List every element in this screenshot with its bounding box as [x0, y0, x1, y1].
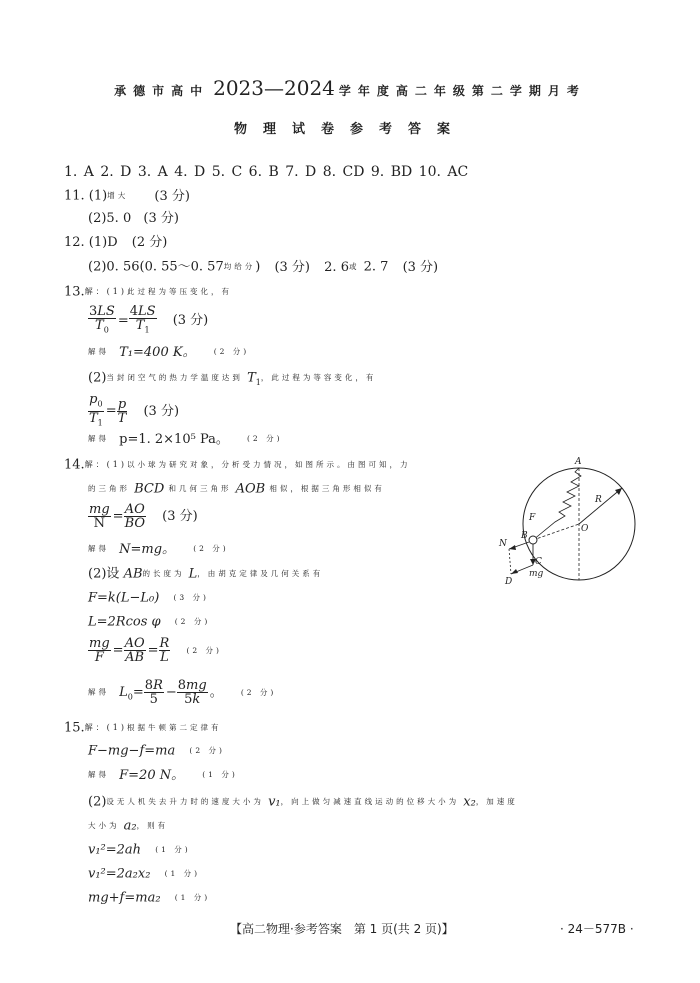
- q14-eq3: L=2Rcos φ (2 分): [88, 614, 211, 630]
- q13-result2: 解得 p=1. 2×10⁵ Pa。 (2 分): [88, 431, 283, 447]
- q15-eq1: F−mg−f=ma (2 分): [88, 743, 225, 759]
- q14-eq4: $\frac{mg}{F}$ = $\frac{AO}{AB}$ = $\frac{R}{L}$ (2 分): [89, 636, 222, 665]
- q13-result1: 解得 T₁=400 K。 (2 分): [88, 344, 250, 360]
- label-C: C: [535, 557, 542, 567]
- ball: [529, 536, 537, 544]
- q15-intro: 15.解：(1)根据牛顿第二定律有: [64, 720, 222, 736]
- q15-result1: 解得 F=20 N。 (1 分): [88, 767, 238, 783]
- footer-page-info: 【高二物理·参考答案 第 1 页(共 2 页)】: [230, 922, 454, 936]
- q13-intro: 13.解：(1)此过程为等压变化，有: [64, 284, 233, 300]
- label-D: D: [505, 577, 513, 587]
- label-O: O: [581, 524, 589, 534]
- header-prefix: 承德市高中: [114, 84, 210, 98]
- q14-part2: (2)设 AB的长度为 L，由胡克定律及几何关系有: [88, 566, 324, 582]
- q12-part2: (2)0. 56(0. 55～0. 57均给分) (3 分) 2. 6或 2. 7 (3 分): [88, 259, 439, 275]
- label-B: B: [521, 531, 528, 541]
- page-title: 物理试卷参考答案: [233, 122, 466, 137]
- q15-eq2: v₁²=2ah (1 分): [88, 842, 191, 858]
- q15-eq4: mg+f=ma₂ (1 分): [88, 890, 211, 906]
- q14-eq1: $\frac{mg}{N}$ = $\frac{AO}{BO}$ (3 分): [89, 502, 198, 531]
- q12-part1: 12. (1)D (2 分): [64, 235, 168, 250]
- header-suffix: 学年度高二年级第二学期月考: [338, 84, 586, 98]
- q15-part2: (2)设无人机失去升力时的速度大小为 v₁，向上做匀减速直线运动的位移大小为 x₂，加速度: [88, 794, 518, 810]
- q14-intro: 14.解：(1)以小球为研究对象，分析受力情况，如图所示。由图可知，力: [64, 457, 411, 473]
- force-diagram: [495, 452, 645, 587]
- q13-eq2: $\frac{p_0}{T_1}$ = $\frac{p}{T}$ (3 分): [89, 392, 180, 428]
- q14-result2: 解得 $L_0=$ $\frac{8R}{5}$ − $\frac{8mg}{5k}$ 。 (2 分): [88, 678, 277, 707]
- footer-code: · 24－577B ·: [560, 922, 634, 936]
- q11-part1: 11. (1)增大 (3 分): [64, 188, 190, 204]
- label-mg: mg: [529, 569, 544, 579]
- label-A: A: [575, 457, 582, 467]
- label-R: R: [595, 495, 602, 505]
- q14-eq2: F=k(L−L₀) (3 分): [88, 590, 209, 606]
- q15-eq3: v₁²=2a₂x₂ (1 分): [88, 866, 201, 882]
- label-F: F: [529, 513, 536, 523]
- label-N: N: [499, 539, 507, 549]
- q15-part2-b: 大小为 a₂，则有: [88, 818, 169, 834]
- q13-part2: (2)当封闭空气的热力学温度达到 $T_1$，此过程为等容变化，有: [88, 370, 377, 388]
- spring: [533, 468, 581, 540]
- q14-intro-2: 的三角形 BCD 和几何三角形 AOB 相似，根据三角形相似有: [88, 481, 385, 497]
- q14-result1: 解得 N=mg。 (2 分): [88, 541, 229, 557]
- q11-part2: (2)5. 0 (3 分): [88, 211, 179, 226]
- q13-eq1: $\frac{3LS}{T_0}$ = $\frac{4LS}{T_1}$ (3 分): [89, 304, 209, 335]
- mc-answers: 1. A 2. D 3. A 4. D 5. C 6. B 7. D 8. CD 9. BD 10. AC: [64, 164, 469, 180]
- header-year: 2023—2024: [213, 76, 335, 100]
- exam-header: [0, 76, 700, 100]
- radius-arrow: [579, 488, 622, 524]
